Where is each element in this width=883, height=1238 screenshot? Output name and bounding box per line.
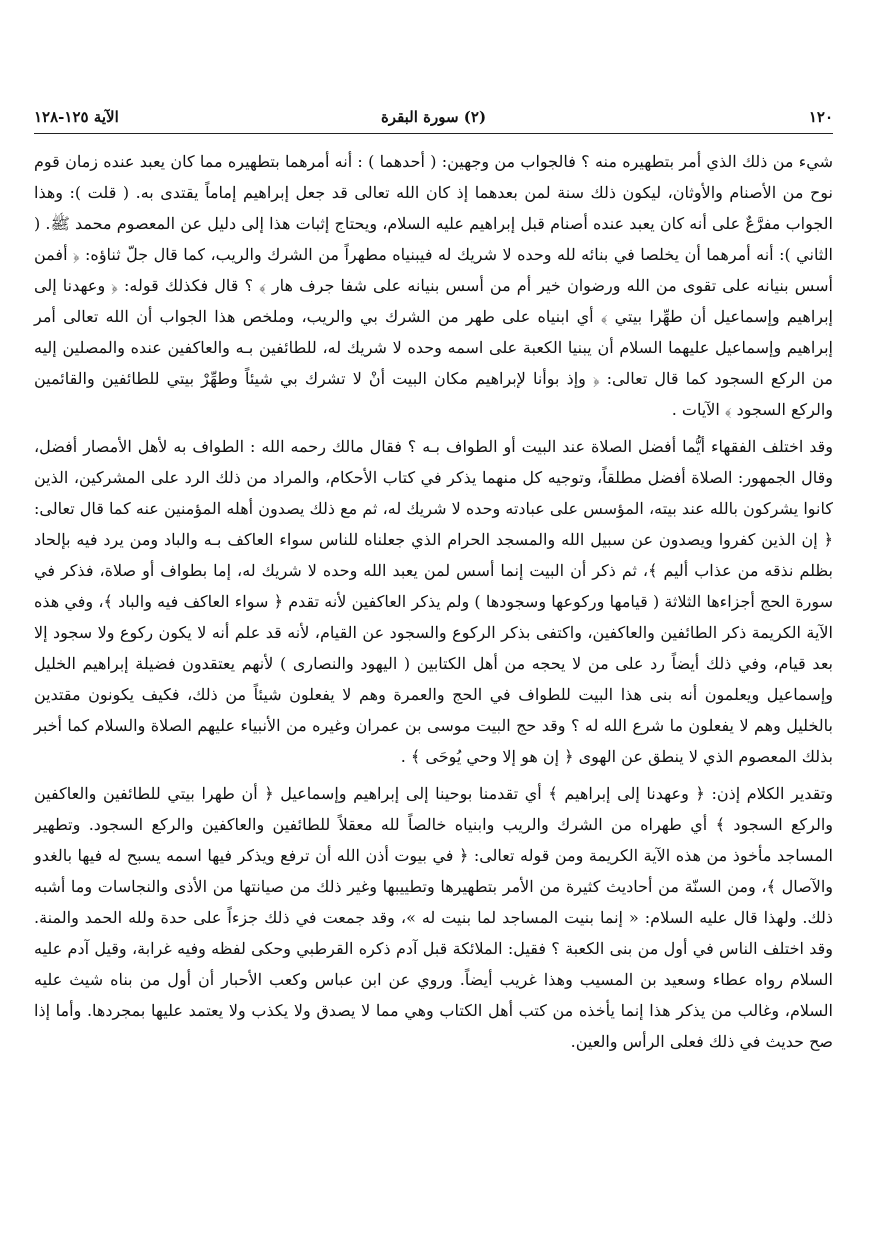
paragraph-1: شيء من ذلك الذي أمر بتطهيره منه ؟ فالجواب من وجهين: ( أحدهما ) : أنه أمرهما بتطهيره مما كان يعبد عنده زمان قوم نوح من الأصنام والأوثان، ليكون ذلك سنة لمن بعدهما إذ كان الله تعالى قد جعل إبراهيم إماماً يقتدى به. ( قلت ): وهذا الجواب مفرَّعٌ على أنه كان يعبد عنده أصنام قبل إبراهيم عليه السلام، ويحتاج إثبات هذا إلى دليل عن المعصوم محمد ﷺ. ( الثاني ): أنه أمرهما أن يخلصا في بنائه لله وحده لا شريك له فيبنياه مطهراً من الشرك والريب، كما قال جلّ ثناؤه: ﴿ أفمن أسس بنيانه على تقوى من الله ورضوان خير أم من أسس بنيانه على شفا جرف هار ﴾ ؟ قال فكذلك قوله: ﴿ وعهدنا إلى إبراهيم وإسماعيل أن طهِّرا بيتي ﴾ أي ابنياه على طهر من الشرك بي والريب، وملخص هذا الجواب أن الله تعالى أمر إبراهيم وإسماعيل عليهما السلام أن يبنيا الكعبة على اسمه وحده لا شريك له، للطائفين بـه والعاكفين عنده والمصلين إليه من الركع السجود كما قال تعالى: ﴿ وإذ بوأنا لإبراهيم مكان البيت أنْ لا تشرك بي شيئاً وطهِّرْ بيتي للطائفين والقائمين والركع السجود ﴾ الآيات . xyxy=(34,152,834,419)
verse-range: الآية ١٢٥-١٢٨ xyxy=(34,108,119,126)
paragraph-2: وقد اختلف الفقهاء أيُّما أفضل الصلاة عند البيت أو الطواف بـه ؟ فقال مالك رحمه الله : الطواف به لأهل الأمصار أفضل، وقال الجمهور: الصلاة أفضل مطلقاً، وتوجيه كل منهما يذكر في كتاب الأحكام، والمراد من ذلك الرد على المشركين، الذين كانوا يشركون بالله عند بيته، المؤسس على عبادته وحده لا شريك له، ثم مع ذلك يصدون أهله المؤمنين عنه كما قال تعالى: ﴿ إن الذين كفروا ويصدون عن سبيل الله والمسجد الحرام الذي جعلناه للناس سواء العاكف بـه والباد ومن يرد فيه بإلحاد بظلم نذقه من عذاب أليم ﴾، ثم ذكر أن البيت إنما أسس لمن يعبد الله وحده لا شريك له، إما بطواف أو صلاة، فذكر في سورة الحج أجزاءها الثلاثة ( قيامها وركوعها وسجودها ) ولم يذكر العاكفين لأنه تقدم ﴿ سواء العاكف فيه والباد ﴾، وفي هذه الآية الكريمة ذكر الطائفين والعاكفين، واكتفى بذكر الركوع والسجود عن القيام، لأنه قد علم أنه لا يكون ركوع ولا سجود إلا بعد قيام، وفي ذلك أيضاً رد على من لا يحجه من أهل الكتابين ( اليهود والنصارى ) لأنهم يعتقدون فضيلة إبراهيم الخليل وإسماعيل ويعلمون أنه بنى هذا البيت للطواف في الحج والعمرة وهم لا يفعلون شيئاً من ذلك، فكيف يكونون مقتدين بالخليل وهم لا يفعلون ما شرع الله له ؟ وقد حج البيت موسى بن عمران وغيره من الأنبياء عليهم الصلاة والسلام كما أخبر بذلك المعصوم الذي لا ينطق عن الهوى ﴿ إن هو إلا وحي يُوحَى ﴾ . xyxy=(34,437,833,766)
page-body xyxy=(34,146,833,1063)
surah-title: (٢) سورة البقرة xyxy=(380,108,487,126)
page-number: ١٢٠ xyxy=(808,108,833,126)
page-header xyxy=(34,104,833,132)
header-divider xyxy=(34,133,833,134)
paragraph-3: وتقدير الكلام إذن: ﴿ وعهدنا إلى إبراهيم ﴾ أي تقدمنا بوحينا إلى إبراهيم وإسماعيل ﴿ أن طهرا بيتي للطائفين والعاكفين والركع السجود ﴾ أي طهراه من الشرك والريب وابنياه خالصاً لله معقلاً للطائفين والعاكفين والركع السجود. وتطهير المساجد مأخوذ من هذه الآية الكريمة ومن قوله تعالى: ﴿ في بيوت أذن الله أن ترفع ويذكر فيها اسمه يسبح له فيها بالغدو والآصال ﴾، ومن السنّة من أحاديث كثيرة من الأمر بتطهيرها وتطييبها وغير ذلك من صيانتها من الأذى والنجاسات وما أشبه ذلك. ولهذا قال عليه السلام: « إنما بنيت المساجد لما بنيت له »، وقد جمعت في ذلك جزءاً على حدة ولله الحمد والمنة. وقد اختلف الناس في أول من بنى الكعبة ؟ فقيل: الملائكة قبل آدم ذكره القرطبي وحكى لفظه وفيه غرابة، وقيل آدم عليه السلام رواه عطاء وسعيد بن المسيب وهذا غريب أيضاً. وروي عن ابن عباس وكعب الأحبار أن أول من بناه شيث عليه السلام، وغالب من يذكر هذا إنما يأخذه من كتب أهل الكتاب وهي مما لا يصدق ولا يكذب ولا يعتمد عليها بمجردها. وأما إذا صح حديث في ذلك فعلى الرأس والعين. xyxy=(34,784,833,1051)
